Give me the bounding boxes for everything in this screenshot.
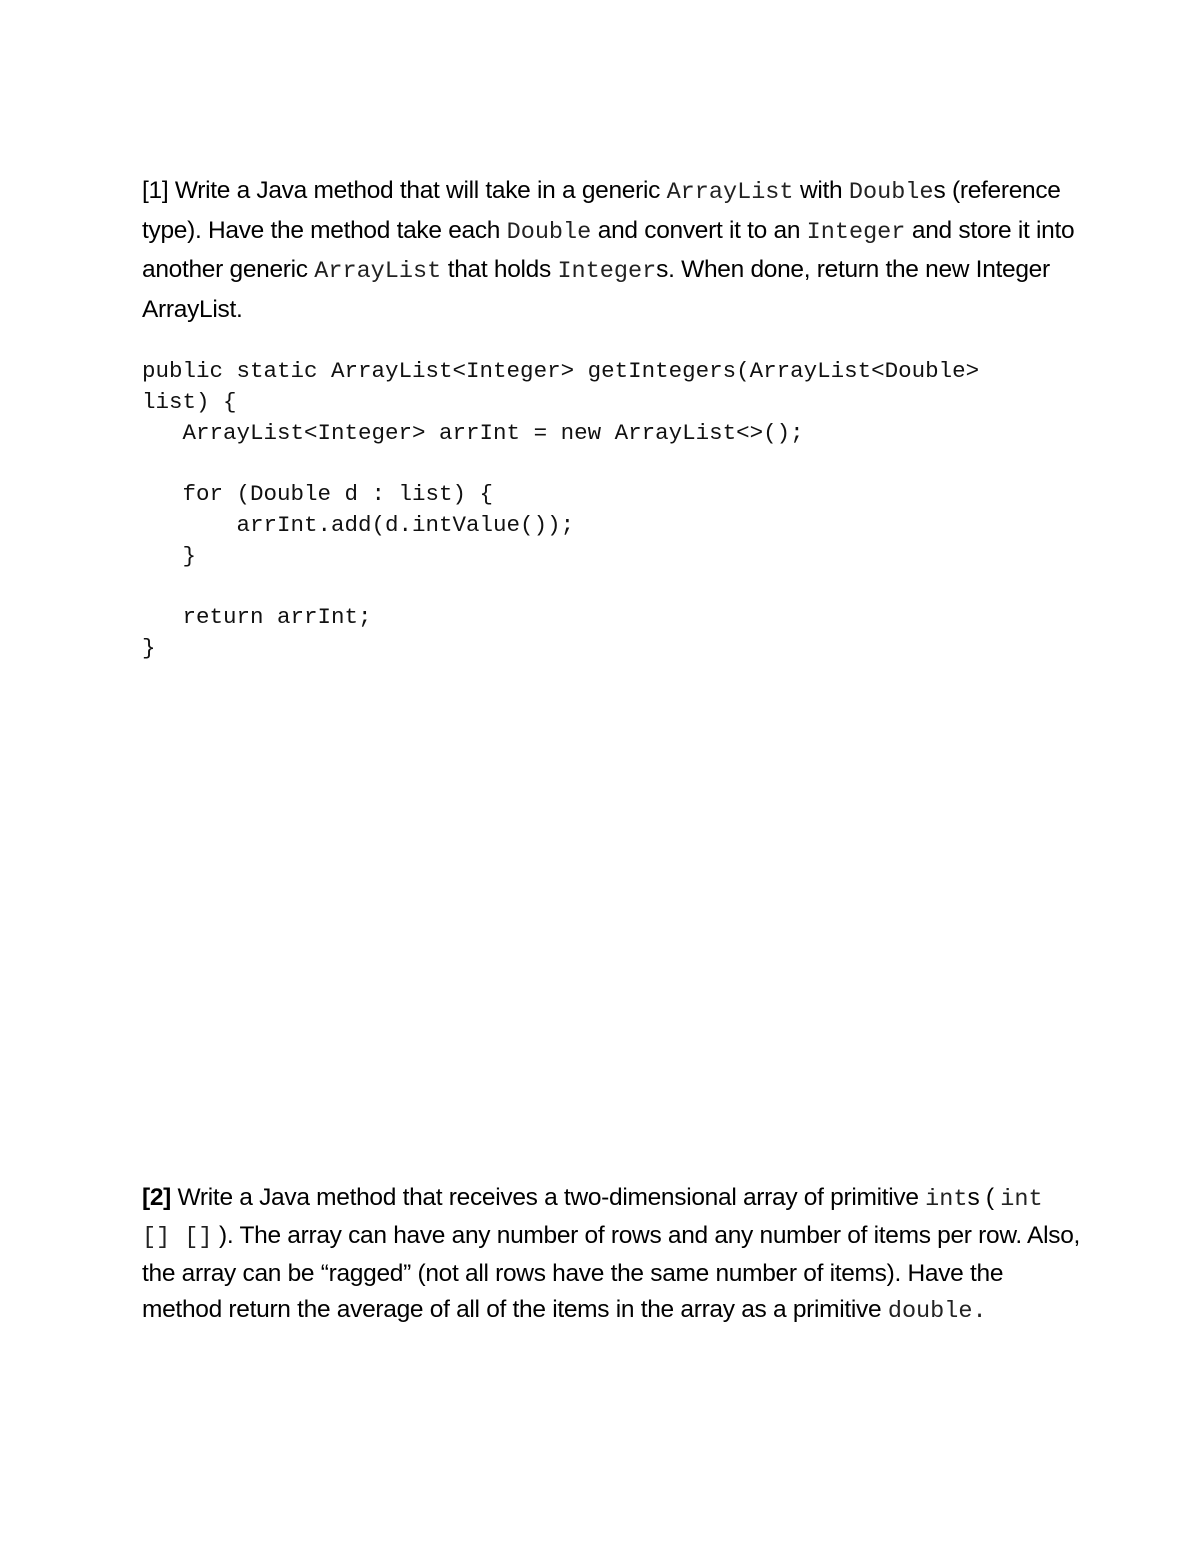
inline-code: Double [506,218,592,246]
code-line: } [142,635,156,662]
code-line: } [142,542,197,569]
question-1-text: and store it into another generic [142,216,1075,283]
code-line [142,448,1082,479]
question-2-text: ( [979,1184,1001,1211]
code-line: list) { [142,388,237,415]
inline-code: Integer [806,218,906,246]
inline-code: ArrayList [666,179,794,206]
code-line: return arrInt; [142,604,372,631]
question-1-text: that holds [441,256,558,283]
code-line: arrInt.add(d.intValue()); [142,511,575,538]
code-line [142,572,1082,603]
question-1-number: [1] [142,177,169,204]
question-2-text: Write a Java method that receives a two-dimensional array of primitive [171,1184,926,1211]
question-1 [142,172,1082,328]
question-2-text: ). The array can have any number of rows and any number of items per row. Also, the array can be “ragged” (not all rows have the same number of items). Have the method return the average of all of the items in the array as a primitive [142,1222,1081,1323]
inline-code: Double [848,179,934,206]
question-1-text: with [793,177,849,204]
question-1-text: s. When done, return the new Integer ArrayList. [142,256,1050,323]
code-line: public static ArrayList<Integer> getIntegers(ArrayList<Double> [142,358,980,384]
question-1-text: Write a Java method that will take in a generic [168,177,667,204]
inline-code: ArrayList [314,258,442,285]
inline-code: int [925,1186,968,1213]
code-line: ArrayList<Integer> arrInt = new ArrayList<>(); [142,419,804,446]
question-2 [142,1180,1082,1330]
inline-code: Integer [557,258,657,285]
question-1-text: s (reference type). Have the method take each [142,177,1061,244]
question-1-text: and convert it to an [591,216,807,244]
question-2-number: [2] [142,1184,172,1211]
inline-code: int [] [] [142,1186,1043,1251]
inline-code: double. [887,1298,987,1325]
code-line: for (Double d : list) { [142,481,494,508]
solution-1-code [142,356,1082,664]
question-2-text: s [967,1184,980,1211]
